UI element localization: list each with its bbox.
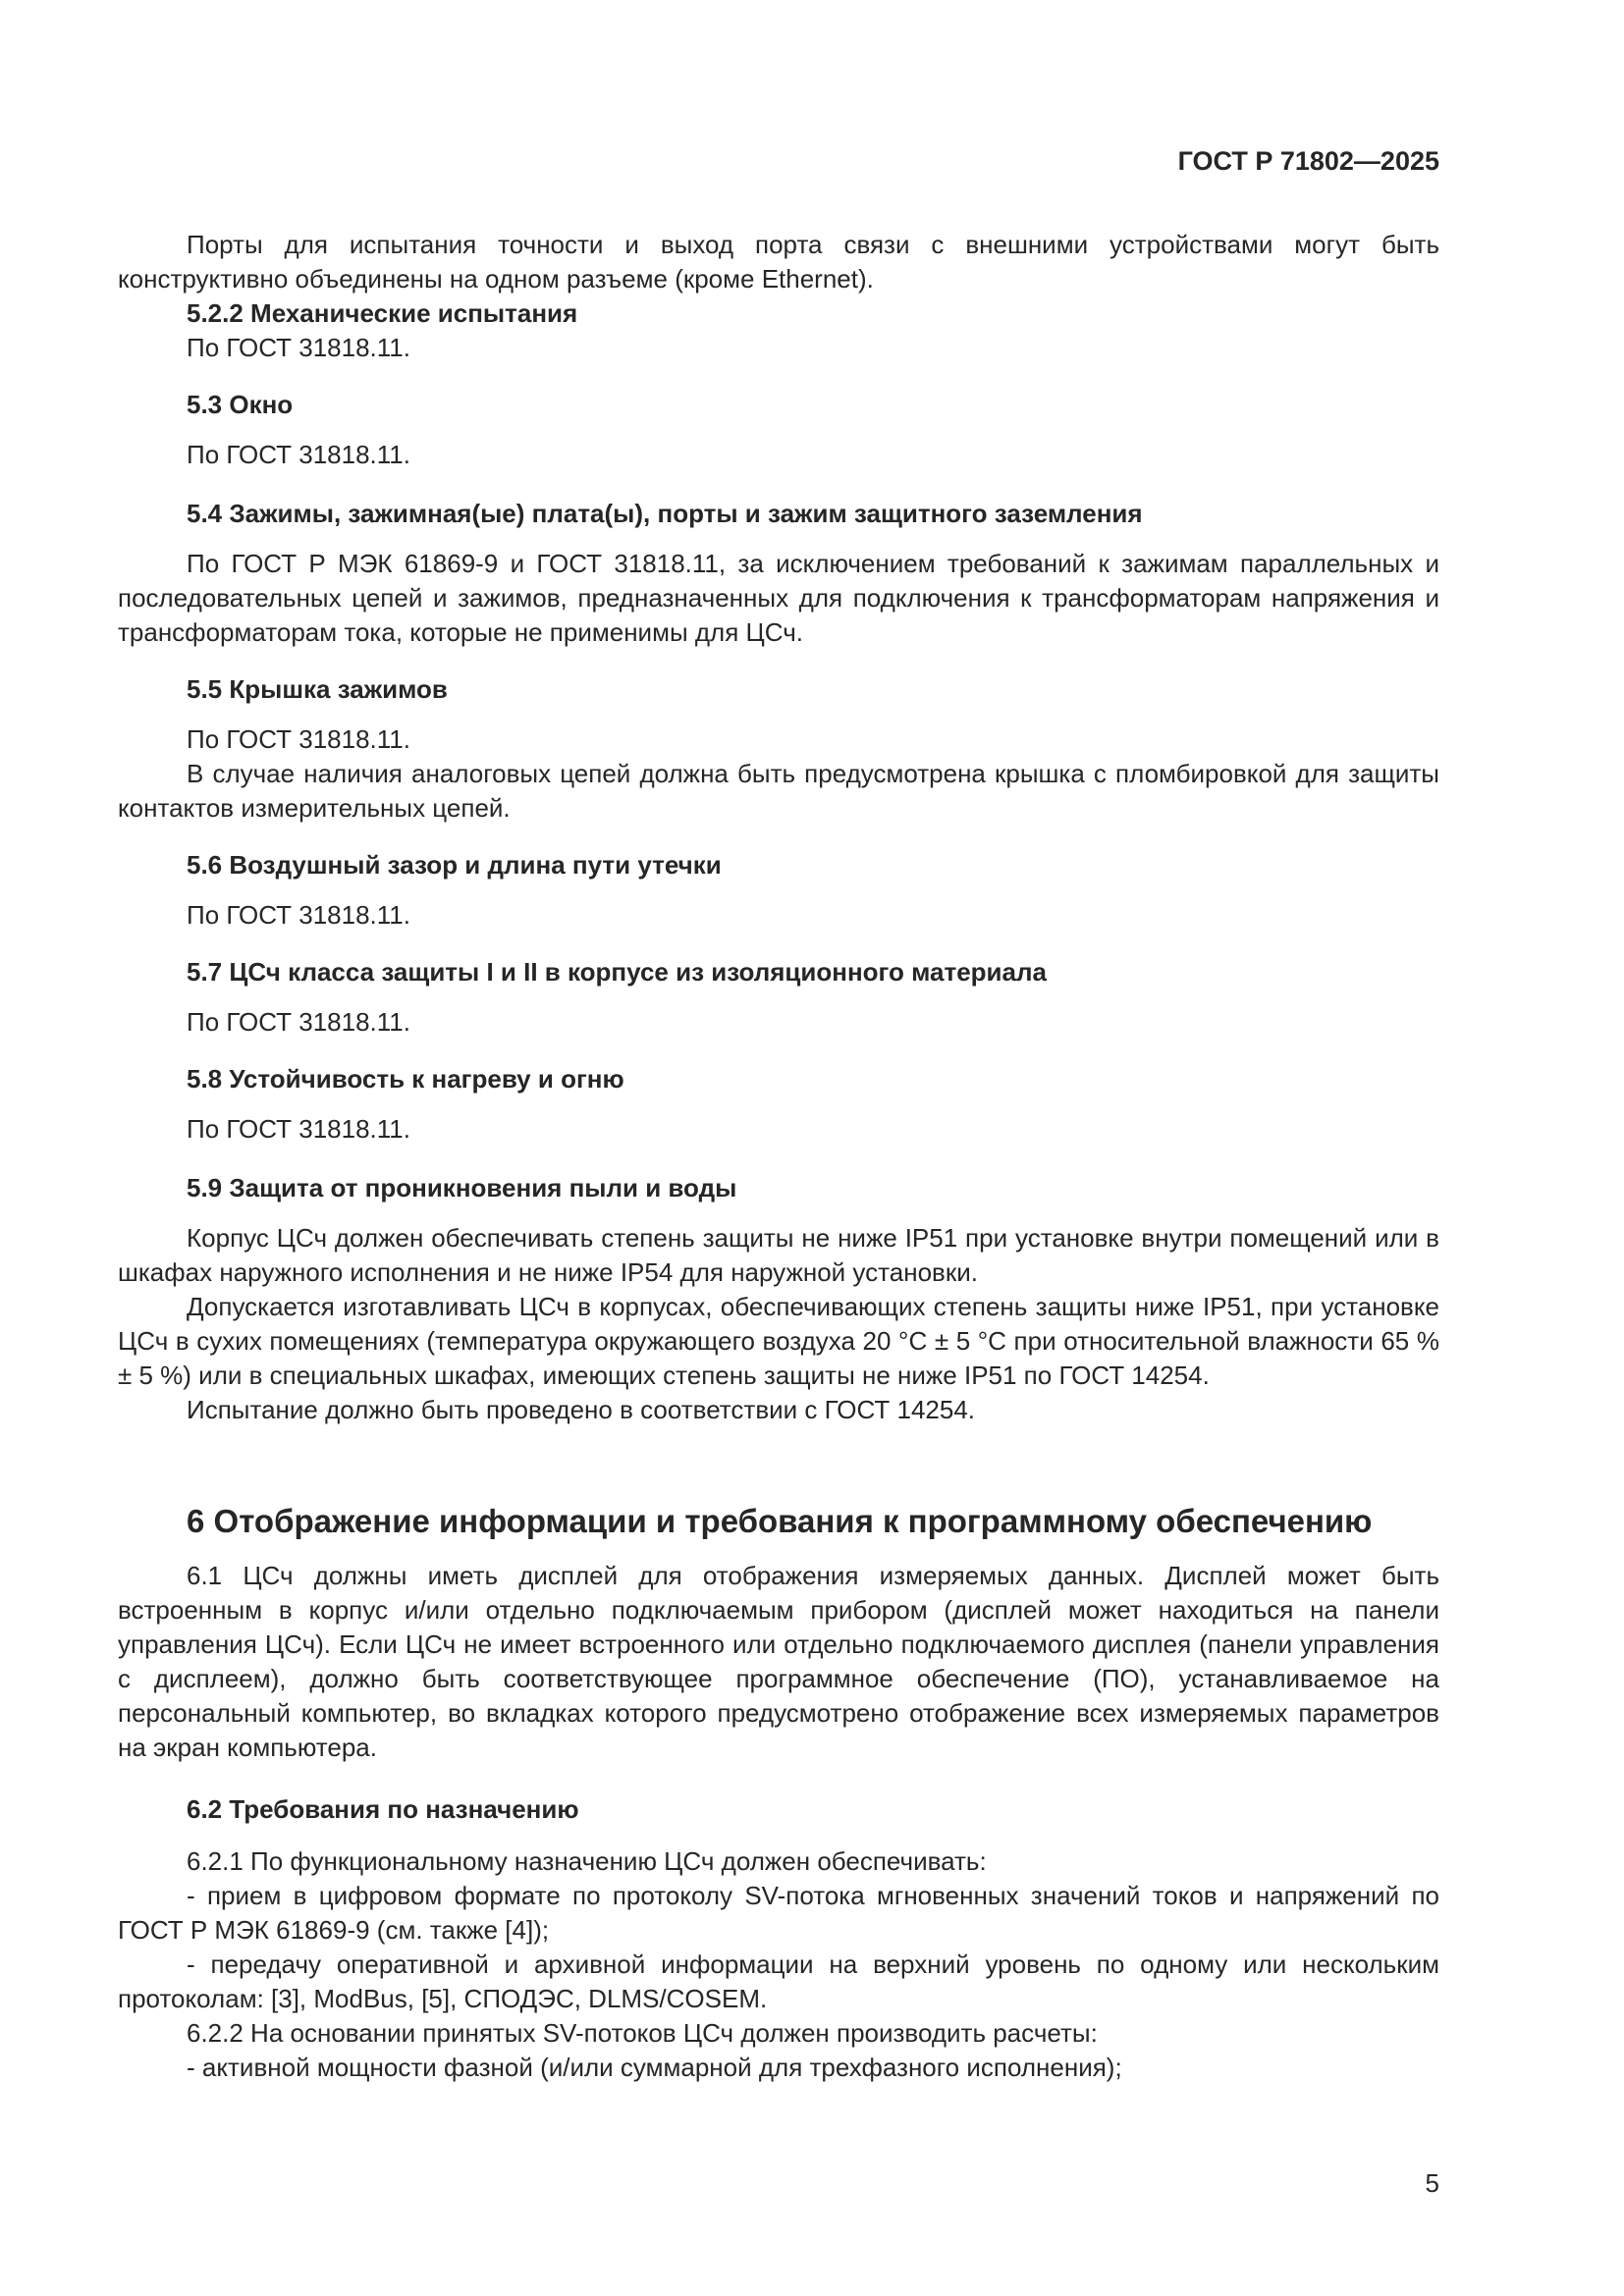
paragraph-6-2-1: 6.2.1 По функциональному назначению ЦСч должен обеспечивать: (187, 1846, 987, 1876)
heading-5-5: 5.5 Крышка зажимов (187, 674, 448, 704)
block-5-3 (118, 388, 1439, 472)
heading-5-7: 5.7 ЦСч класса защиты I и II в корпусе из изоляционного материала (187, 957, 1047, 987)
block-5-8 (118, 1062, 1439, 1147)
heading-5-9: 5.9 Защита от проникновения пыли и воды (187, 1173, 737, 1202)
paragraph-5-2-2: По ГОСТ 31818.11. (187, 333, 410, 362)
paragraph-5-8: По ГОСТ 31818.11. (187, 1114, 410, 1144)
heading-5-4: 5.4 Зажимы, зажимная(ые) плата(ы), порты и зажим защитного заземления (187, 499, 1143, 528)
page-number: 5 (1425, 2168, 1439, 2198)
paragraph-ports: Порты для испытания точности и выход порта связи с внешними устройствами могут быть конструктивно объединены на одном разъеме (кроме Ethernet). (118, 230, 1439, 294)
block-5-9 (118, 1171, 1439, 1427)
paragraph-5-9-c: Испытание должно быть проведено в соответствии с ГОСТ 14254. (187, 1395, 976, 1424)
block-5-7 (118, 955, 1439, 1040)
paragraph-5-7: По ГОСТ 31818.11. (187, 1007, 410, 1037)
paragraph-5-4: По ГОСТ Р МЭК 61869-9 и ГОСТ 31818.11, за исключением требований к зажимам параллельных и последовательных цепей и зажимов, предназначенных для подключения к трансформаторам напряжения и трансформаторам тока, которые не применимы для ЦСч. (118, 549, 1439, 647)
document-number-header: ГОСТ Р 71802—2025 (1177, 146, 1439, 176)
list-item-data-transfer: - передачу оперативной и архивной информации на верхний уровень по одному или нескольким протоколам: [3], ModBus, [5], СПОДЭС, DLMS/COSEM. (118, 1949, 1439, 2013)
heading-section-6: 6 Отображение информации и требования к программному обеспечению (187, 1503, 1373, 1539)
paragraph-5-5-b: В случае наличия аналоговых цепей должна быть предусмотрена крышка с пломбировкой для защиты контактов измерительных цепей. (118, 759, 1439, 823)
block-5-5 (118, 672, 1439, 826)
heading-5-6: 5.6 Воздушный зазор и длина пути утечки (187, 850, 722, 880)
block-5-6 (118, 848, 1439, 933)
block-5-2-2 (118, 228, 1439, 365)
paragraph-6-1: 6.1 ЦСч должны иметь дисплей для отображения измеряемых данных. Дисплей может быть встроенным в корпус и/или отдельно подключаемым прибором (дисплей может находиться на панели управления ЦСч). Если ЦСч не имеет встроенного или отдельно подключаемого дисплея (панели управления с дисплеем), должно быть соответствующее программное обеспечение (ПО), устанавливаемое на персональный компьютер, во вкладках которого предусмотрено отображение всех измеряемых параметров на экран компьютера. (118, 1561, 1439, 1762)
heading-6-2: 6.2 Требования по назначению (187, 1794, 579, 1824)
heading-5-2-2: 5.2.2 Механические испытания (187, 298, 578, 328)
heading-5-8: 5.8 Устойчивость к нагреву и огню (187, 1064, 624, 1094)
paragraph-5-6: По ГОСТ 31818.11. (187, 900, 410, 930)
paragraph-6-2-2: 6.2.2 На основании принятых SV-потоков ЦСч должен производить расчеты: (187, 2018, 1098, 2048)
block-5-4 (118, 497, 1439, 650)
block-6-2 (118, 1792, 1439, 2085)
paragraph-5-3: По ГОСТ 31818.11. (187, 440, 410, 469)
paragraph-5-9-b: Допускается изготавливать ЦСч в корпусах, обеспечивающих степень защиты ниже IP51, при установке ЦСч в сухих помещениях (температура окружающего воздуха 20 °С ± 5 °С при относительной влажности 65 % ± 5 %) или в специальных шкафах, имеющих степень защиты не ниже IP51 по ГОСТ 14254. (118, 1292, 1439, 1390)
list-item-active-power: - активной мощности фазной (и/или суммарной для трехфазного исполнения); (187, 2053, 1122, 2082)
list-item-sv-stream: - прием в цифровом формате по протоколу SV-потока мгновенных значений токов и напряжений по ГОСТ Р МЭК 61869-9 (см. также [4]); (118, 1881, 1439, 1945)
paragraph-5-9-a: Корпус ЦСч должен обеспечивать степень защиты не ниже IP51 при установке внутри помещений или в шкафах наружного исполнения и не ниже IP54 для наружной установки. (118, 1223, 1439, 1287)
block-section-6 (118, 1502, 1439, 1765)
paragraph-5-5-a: По ГОСТ 31818.11. (187, 724, 410, 754)
heading-5-3: 5.3 Окно (187, 390, 294, 419)
